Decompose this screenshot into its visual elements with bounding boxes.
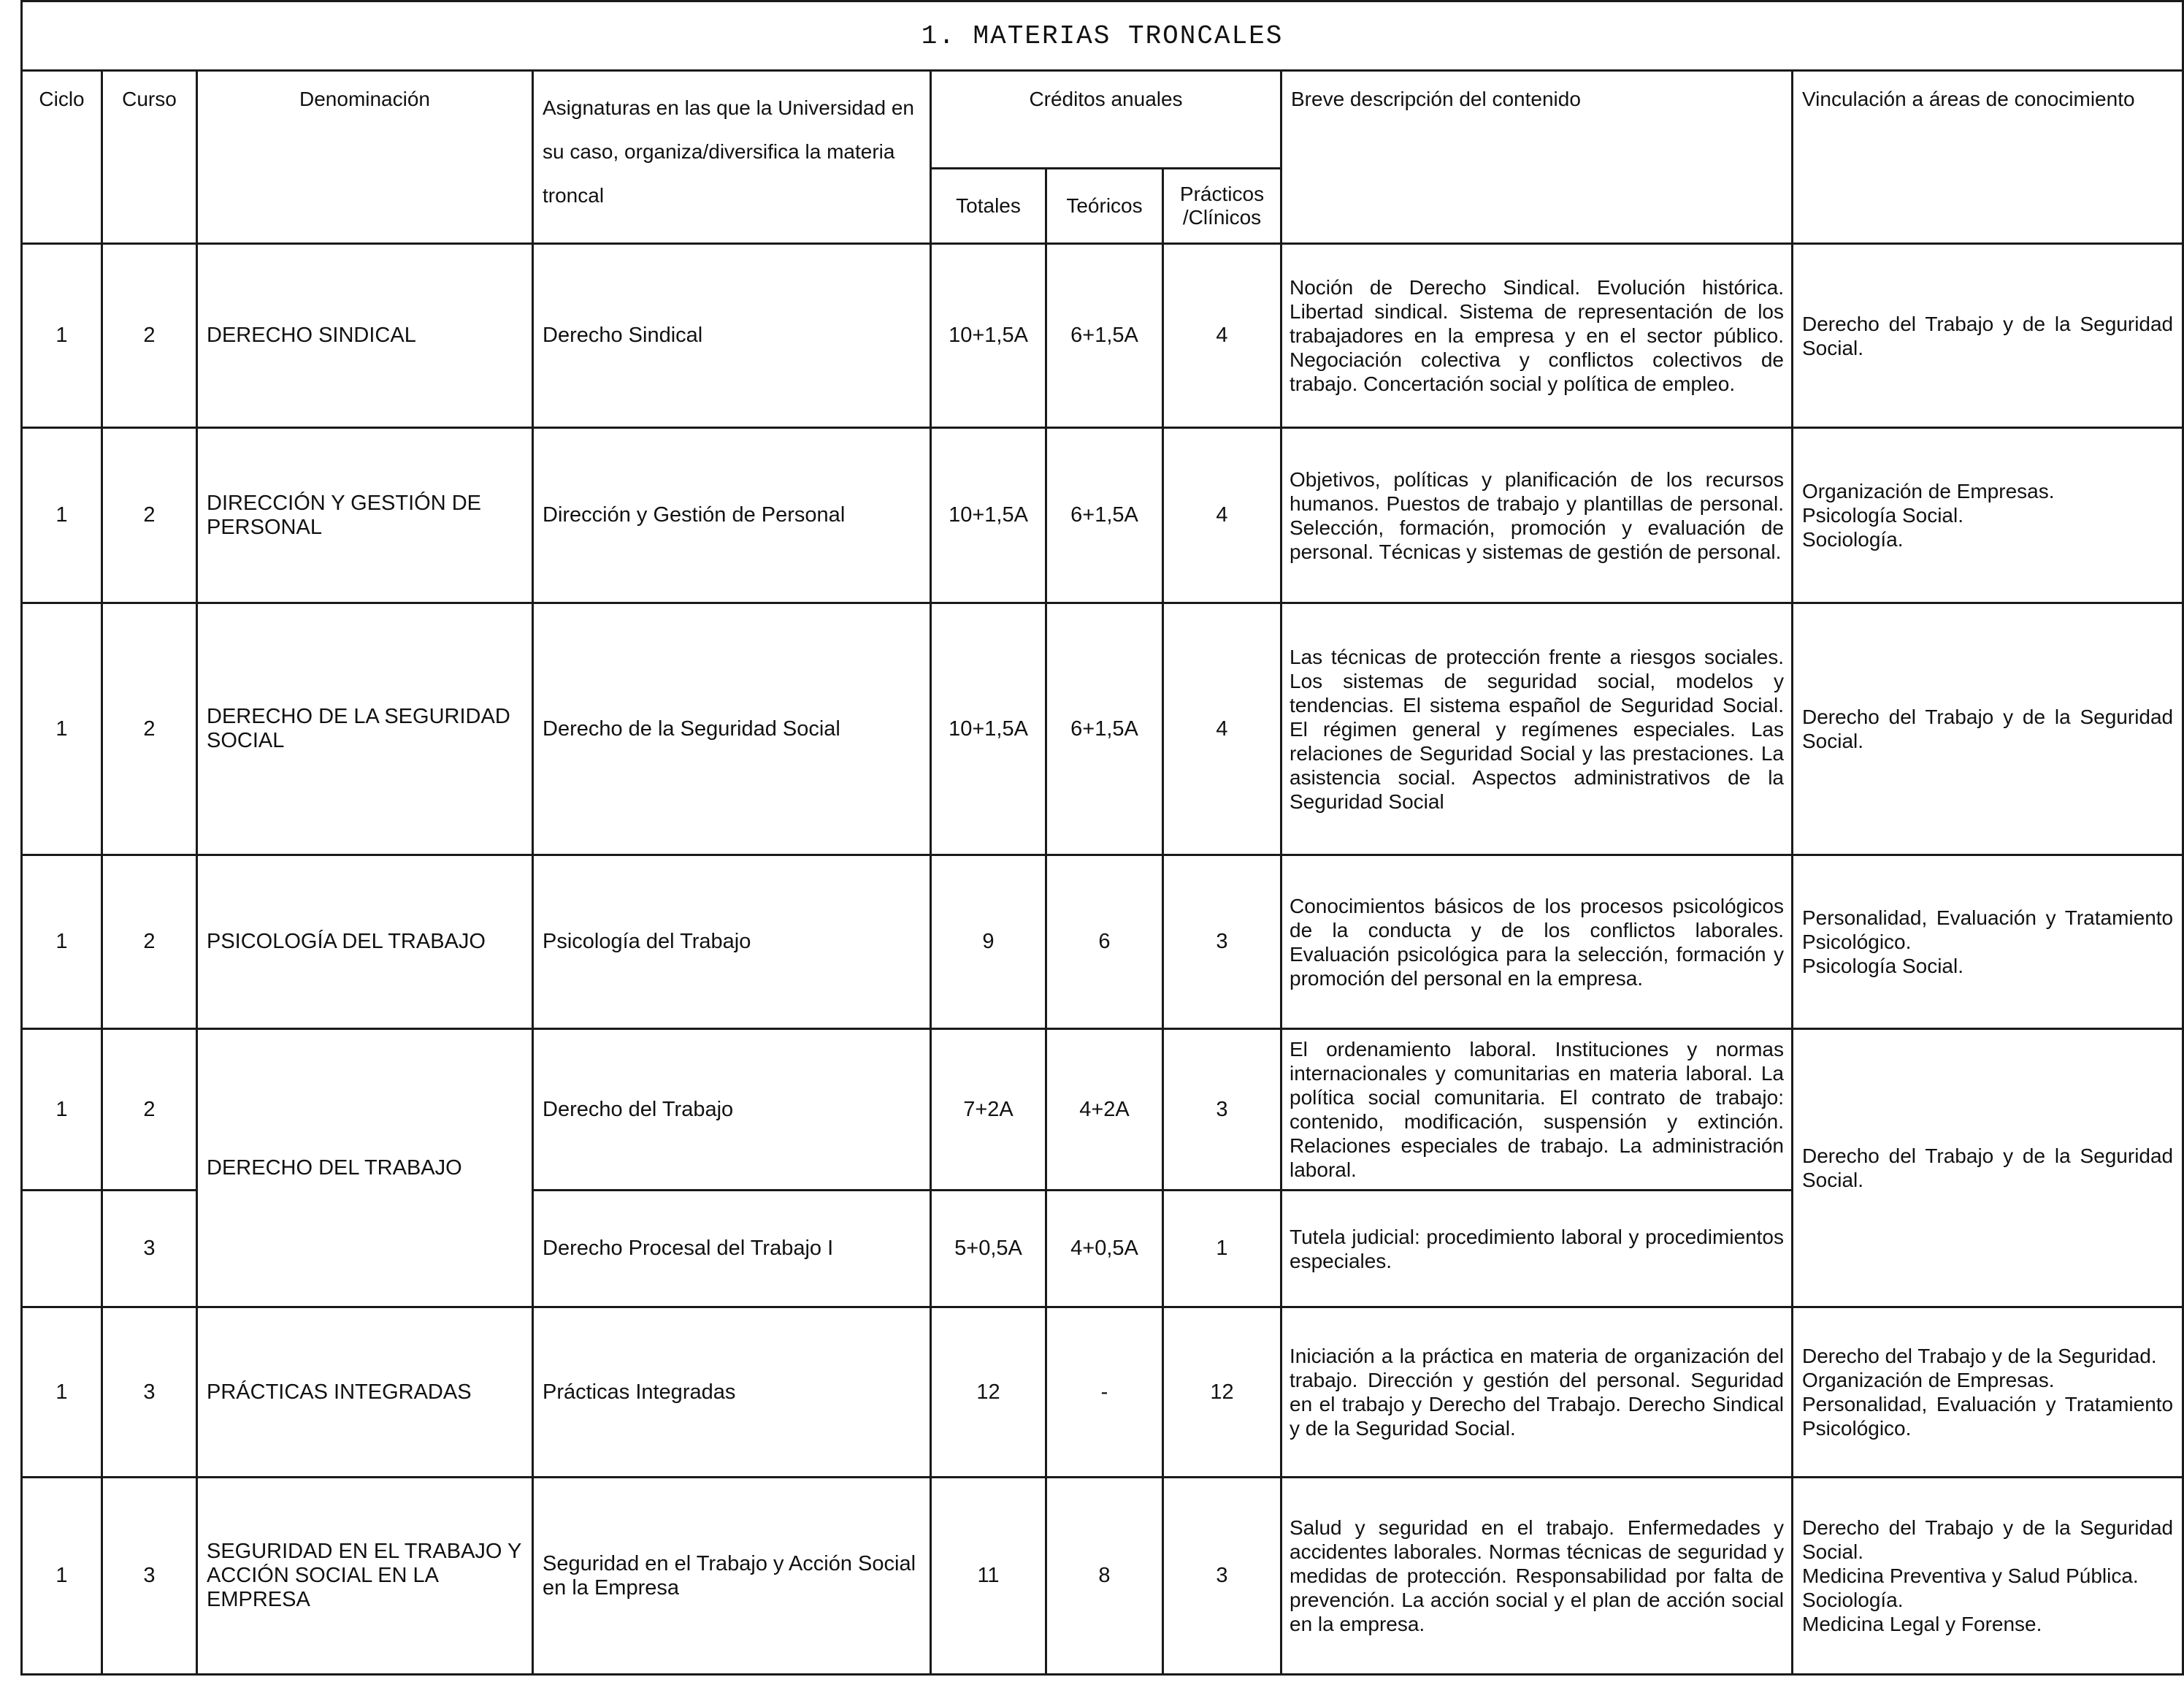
vinculacion-area: Personalidad, Evaluación y Tratamiento Psicológico. xyxy=(1802,1393,2174,1440)
cell-ciclo: 1 xyxy=(22,855,102,1029)
cell-practicos: 1 xyxy=(1163,1191,1281,1307)
vinculacion-area: Psicología Social. xyxy=(1802,955,1964,977)
cell-ciclo: 1 xyxy=(22,244,102,428)
table-row xyxy=(22,603,2183,855)
cell-practicos: 4 xyxy=(1163,244,1281,428)
cell-denominacion: DERECHO DE LA SEGURIDAD SOCIAL xyxy=(197,603,533,855)
cell-asignatura: Dirección y Gestión de Personal xyxy=(533,428,931,603)
cell-asignatura: Prácticas Integradas xyxy=(533,1307,931,1478)
cell-denominacion: DIRECCIÓN Y GESTIÓN DE PERSONAL xyxy=(197,428,533,603)
cell-teoricos: - xyxy=(1046,1307,1163,1478)
cell-curso: 2 xyxy=(102,244,197,428)
table-row xyxy=(22,1029,2183,1191)
cell-totales: 9 xyxy=(931,855,1046,1029)
vinculacion-area: Organización de Empresas. xyxy=(1802,1369,2055,1391)
cell-descripcion: Salud y seguridad en el trabajo. Enfermedades y accidentes laborales. Normas técnicas de seguridad y medidas de protección. Responsabilidad por falta de prevención. La acción social y el plan de acción social en la empresa. xyxy=(1281,1478,1793,1675)
vinculacion-area: Psicología Social. xyxy=(1802,504,1964,527)
cell-vinculacion xyxy=(1793,1478,2183,1675)
cell-totales: 5+0,5A xyxy=(931,1191,1046,1307)
vinculacion-area: Derecho del Trabajo y de la Seguridad Social. xyxy=(1802,312,2174,359)
cell-asignatura: Derecho Sindical xyxy=(533,244,931,428)
vinculacion-area: Sociología. xyxy=(1802,528,1904,551)
cell-teoricos: 6 xyxy=(1046,855,1163,1029)
cell-totales: 10+1,5A xyxy=(931,428,1046,603)
cell-denominacion: DERECHO DEL TRABAJO xyxy=(197,1029,533,1307)
cell-vinculacion xyxy=(1793,428,2183,603)
table-title: 1. MATERIAS TRONCALES xyxy=(22,1,2183,71)
table-row xyxy=(22,428,2183,603)
cell-descripcion: El ordenamiento laboral. Instituciones y normas internacionales y comunitarias en materia laboral. La política social comunitaria. El contrato de trabajo: contenido, modificación, suspensión y extinción. Relaciones especiales de trabajo. La administración laboral. xyxy=(1281,1029,1793,1191)
cell-teoricos: 6+1,5A xyxy=(1046,603,1163,855)
cell-denominacion: PRÁCTICAS INTEGRADAS xyxy=(197,1307,533,1478)
cell-ciclo xyxy=(22,1191,102,1307)
cell-denominacion: SEGURIDAD EN EL TRABAJO Y ACCIÓN SOCIAL EN LA EMPRESA xyxy=(197,1478,533,1675)
cell-asignatura: Psicología del Trabajo xyxy=(533,855,931,1029)
header-practicos: Prácticos /Clínicos xyxy=(1163,169,1281,244)
header-vinculacion: Vinculación a áreas de conocimiento xyxy=(1793,71,2183,244)
cell-curso: 2 xyxy=(102,603,197,855)
cell-practicos: 4 xyxy=(1163,428,1281,603)
cell-teoricos: 4+0,5A xyxy=(1046,1191,1163,1307)
vinculacion-area: Personalidad, Evaluación y Tratamiento Psicológico. xyxy=(1802,906,2174,953)
vinculacion-area: Derecho del Trabajo y de la Seguridad. xyxy=(1802,1345,2157,1367)
cell-curso: 2 xyxy=(102,428,197,603)
cell-totales: 12 xyxy=(931,1307,1046,1478)
cell-ciclo: 1 xyxy=(22,1478,102,1675)
cell-totales: 11 xyxy=(931,1478,1046,1675)
cell-asignatura: Derecho del Trabajo xyxy=(533,1029,931,1191)
table-row xyxy=(22,855,2183,1029)
cell-descripcion: Tutela judicial: procedimiento laboral y procedimientos especiales. xyxy=(1281,1191,1793,1307)
cell-curso: 3 xyxy=(102,1307,197,1478)
cell-vinculacion xyxy=(1793,1029,2183,1307)
table-row xyxy=(22,244,2183,428)
cell-vinculacion xyxy=(1793,603,2183,855)
cell-asignatura: Seguridad en el Trabajo y Acción Social en la Empresa xyxy=(533,1478,931,1675)
cell-denominacion: DERECHO SINDICAL xyxy=(197,244,533,428)
cell-descripcion: Noción de Derecho Sindical. Evolución histórica. Libertad sindical. Sistema de representación de los trabajadores en la empresa y en el sector público. Negociación colectiva y conflictos colectivos de trabajo. Concertación social y política de empleo. xyxy=(1281,244,1793,428)
materias-troncales-table xyxy=(20,0,2184,1676)
header-denominacion: Denominación xyxy=(197,71,533,244)
header-asignaturas: Asignaturas en las que la Universidad en su caso, organiza/diversifica la materia troncal xyxy=(533,71,931,244)
cell-vinculacion xyxy=(1793,855,2183,1029)
cell-curso: 3 xyxy=(102,1191,197,1307)
cell-practicos: 3 xyxy=(1163,1029,1281,1191)
table-row xyxy=(22,1307,2183,1478)
header-creditos-anuales: Créditos anuales xyxy=(931,71,1281,169)
cell-practicos: 3 xyxy=(1163,1478,1281,1675)
cell-curso: 3 xyxy=(102,1478,197,1675)
cell-vinculacion xyxy=(1793,1307,2183,1478)
cell-practicos: 4 xyxy=(1163,603,1281,855)
cell-totales: 7+2A xyxy=(931,1029,1046,1191)
cell-teoricos: 8 xyxy=(1046,1478,1163,1675)
vinculacion-area: Derecho del Trabajo y de la Seguridad Social. xyxy=(1802,1145,2174,1191)
cell-curso: 2 xyxy=(102,855,197,1029)
header-descripcion: Breve descripción del contenido xyxy=(1281,71,1793,244)
cell-asignatura: Derecho de la Seguridad Social xyxy=(533,603,931,855)
cell-ciclo: 1 xyxy=(22,428,102,603)
cell-teoricos: 6+1,5A xyxy=(1046,428,1163,603)
vinculacion-area: Organización de Empresas. xyxy=(1802,480,2055,503)
vinculacion-area: Derecho del Trabajo y de la Seguridad Social. xyxy=(1802,706,2174,752)
header-teoricos: Teóricos xyxy=(1046,169,1163,244)
header-curso: Curso xyxy=(102,71,197,244)
header-ciclo: Ciclo xyxy=(22,71,102,244)
cell-teoricos: 6+1,5A xyxy=(1046,244,1163,428)
cell-practicos: 3 xyxy=(1163,855,1281,1029)
cell-curso: 2 xyxy=(102,1029,197,1191)
cell-descripcion: Conocimientos básicos de los procesos psicológicos de la conducta y de los conflictos laborales. Evaluación psicológica para la selección, formación y promoción del personal en la empresa. xyxy=(1281,855,1793,1029)
cell-vinculacion xyxy=(1793,244,2183,428)
vinculacion-area: Medicina Preventiva y Salud Pública. xyxy=(1802,1564,2139,1587)
cell-ciclo: 1 xyxy=(22,603,102,855)
cell-teoricos: 4+2A xyxy=(1046,1029,1163,1191)
cell-descripcion: Iniciación a la práctica en materia de organización del trabajo. Dirección y gestión del personal. Seguridad en el trabajo y Derecho del Trabajo. Derecho Sindical y de la Seguridad Social. xyxy=(1281,1307,1793,1478)
table-row xyxy=(22,1478,2183,1675)
cell-totales: 10+1,5A xyxy=(931,603,1046,855)
cell-practicos: 12 xyxy=(1163,1307,1281,1478)
cell-descripcion: Las técnicas de protección frente a riesgos sociales. Los sistemas de seguridad social, modelos y tendencias. El sistema español de Seguridad Social. El régimen general y regímenes especiales. Las relaciones de Seguridad Social y las prestaciones. La asistencia social. Aspectos administrativos de la Seguridad Social xyxy=(1281,603,1793,855)
vinculacion-area: Sociología. xyxy=(1802,1589,1904,1611)
cell-descripcion: Objetivos, políticas y planificación de los recursos humanos. Puestos de trabajo y plantillas de personal. Selección, formación, promoción y evaluación de personal. Técnicas y sistemas de gestión de personal. xyxy=(1281,428,1793,603)
vinculacion-area: Medicina Legal y Forense. xyxy=(1802,1613,2042,1635)
cell-asignatura: Derecho Procesal del Trabajo I xyxy=(533,1191,931,1307)
header-totales: Totales xyxy=(931,169,1046,244)
cell-ciclo: 1 xyxy=(22,1307,102,1478)
cell-denominacion: PSICOLOGÍA DEL TRABAJO xyxy=(197,855,533,1029)
vinculacion-area: Derecho del Trabajo y de la Seguridad Social. xyxy=(1802,1516,2174,1563)
cell-ciclo: 1 xyxy=(22,1029,102,1191)
cell-totales: 10+1,5A xyxy=(931,244,1046,428)
